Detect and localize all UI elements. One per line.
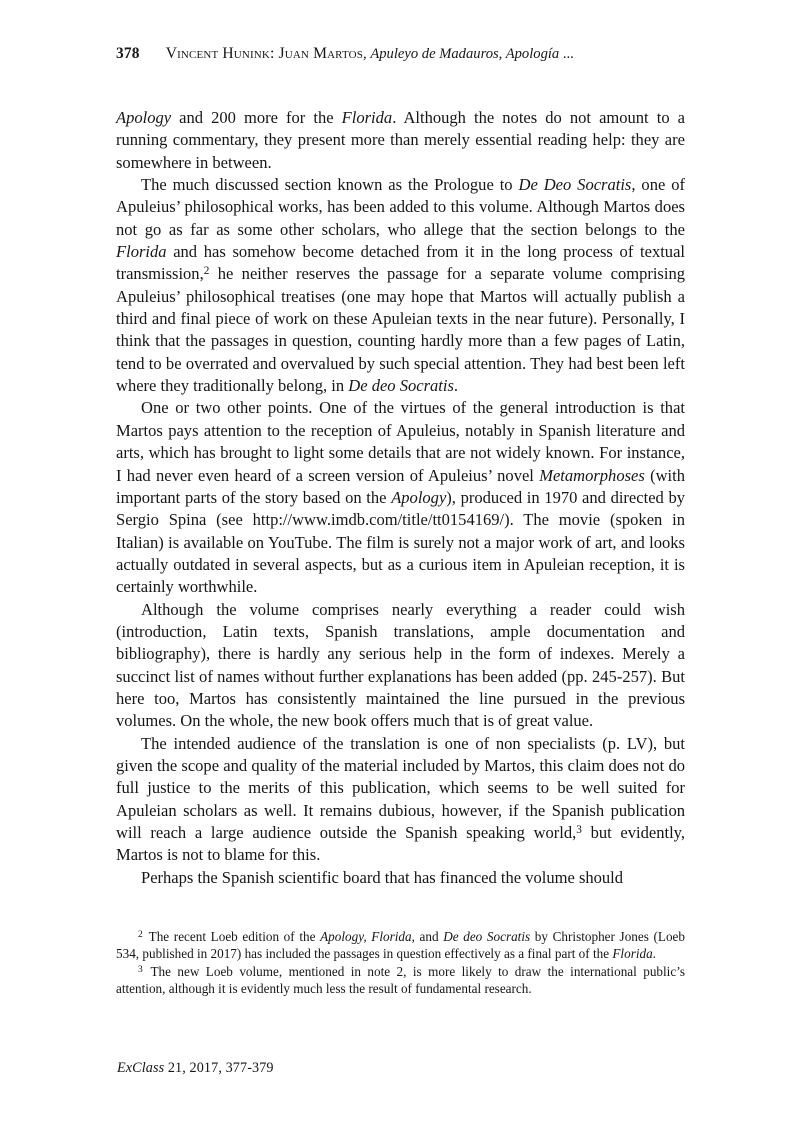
p5-text-b: but evidently, Martos is not to blame for this. bbox=[116, 823, 686, 865]
footnote-2-title-florida: Florida bbox=[612, 946, 653, 962]
p3-text-a: One or two other points. One of the virtues of the general introduction is that Martos pays attention to the reception of Apuleius, notably in Spanish literature and arts, which has brought to light some details that are not widely known. For instance, I had never even heard of a screen version of Apuleius’ novel bbox=[116, 398, 685, 485]
footnotes-block bbox=[116, 928, 685, 997]
p3-title-metamorphoses: Metamorphoses bbox=[539, 465, 645, 485]
footnote-2-text-b: , and bbox=[411, 929, 444, 944]
header-book-author: Juan Martos bbox=[278, 45, 364, 62]
footnote-2-marker: 2 bbox=[138, 930, 143, 941]
paragraph-1 bbox=[116, 107, 685, 174]
p2-title-de-deo-socratis: De Deo Socratis, bbox=[518, 175, 636, 195]
footnote-3-marker: 3 bbox=[138, 964, 143, 975]
p1-text-b: . Although the notes do not amount to a running commentary, they present more than merely essential reading help: they are somewhere in between. bbox=[116, 108, 686, 172]
p1-title-florida: Florida bbox=[341, 108, 393, 127]
header-review-author: Vincent Hunink bbox=[165, 45, 270, 62]
header-ellipsis: ... bbox=[559, 46, 574, 62]
p2-text-e: . bbox=[453, 376, 459, 396]
header-book-title: Apuleyo de Madauros, Apología bbox=[370, 46, 560, 62]
footnote-2-text-d: . bbox=[652, 946, 656, 962]
body-text-column bbox=[116, 107, 685, 889]
footnote-2-text-c: by Christopher Jones (Loeb 534, published in 2017) has included the passages in question effectively as a final part of the bbox=[116, 929, 685, 962]
journal-citation-footer bbox=[117, 1060, 274, 1077]
footnote-2 bbox=[116, 928, 685, 963]
p3-text-c: ), produced in 1970 and directed by Sergio Spina (see http://www.imdb.com/title/tt0154169/). The movie (spoken in Italian) is available on YouTube. The film is surely not a major work of art, and looks actually outdated in several aspects, but as a curious item in Apuleian reception, it is certainly worthwhile. bbox=[116, 487, 686, 597]
p2-title-florida: Florida bbox=[116, 242, 167, 262]
footnote-2-text-a: The recent Loeb edition of the bbox=[144, 929, 321, 944]
journal-name: ExClass bbox=[117, 1060, 165, 1076]
p4-text: Although the volume comprises nearly everything a reader could wish (introduction, Latin texts, Spanish translations, ample documentation and bibliography), there is hardly any serious help in the form of indexes. Merely a succinct list of names without further explanations has been added (pp. 245-257). But here too, Martos has consistently maintained the line pursued in the previous volumes. On the whole, the new book offers much that is of great value. bbox=[116, 599, 685, 731]
paragraph-2 bbox=[116, 174, 685, 397]
paragraph-4 bbox=[116, 599, 685, 733]
footnote-reference-3[interactable]: 3 bbox=[576, 823, 582, 836]
p3-text-b: (with important parts of the story based on the bbox=[116, 465, 685, 507]
p1-title-apology: Apology bbox=[116, 108, 172, 127]
footnote-3 bbox=[116, 963, 685, 998]
page-folio-number: 378 bbox=[116, 45, 140, 62]
p6-text: Perhaps the Spanish scientific board that has financed the volume should bbox=[141, 867, 624, 887]
p2-text-d: he neither reserves the passage for a separate volume comprising Apuleius’ philosophical treatises (one may hope that Martos will actually publish a third and final piece of work on these Apuleian texts in the near future). Personally, I think that the passages in question, counting hardly more than a few pages of Latin, tend to be overrated and overvalued by such special attention. They had best been left where they traditionally belong, in bbox=[116, 264, 685, 396]
footnote-3-text: The new Loeb volume, mentioned in note 2, is more likely to draw the international public’s attention, although it is evidently much less the result of fundamental research. bbox=[116, 963, 685, 996]
running-head bbox=[116, 44, 684, 63]
p2-text-a: The much discussed section known as the Prologue to bbox=[141, 175, 519, 195]
p5-text-a: The intended audience of the translation is one of non specialists (p. LV), but given the scope and quality of the material included by Martos, this claim does not do full justice to the merits of this publication, which seems to be well suited for Apuleian scholars as well. It remains dubious, however, if the Spanish publication will reach a large audience outside the Spanish speaking world, bbox=[116, 733, 685, 842]
paragraph-3 bbox=[116, 397, 685, 598]
p1-text-a: and 200 more for the bbox=[171, 108, 342, 127]
p2-title-de-deo-socratis-2: De deo Socratis bbox=[348, 376, 454, 396]
footnote-2-title-de-deo-socratis: De deo Socratis bbox=[443, 929, 531, 944]
footnote-2-title-apology-florida: Apology, Florida bbox=[320, 929, 412, 944]
p2-text-c: and has somehow become detached from it in the long process of textual transmission, bbox=[116, 242, 685, 284]
header-colon: : bbox=[269, 45, 279, 62]
header-comma: , bbox=[363, 46, 371, 62]
paragraph-6 bbox=[116, 867, 685, 889]
p3-title-apology: Apology bbox=[391, 487, 447, 507]
footnote-reference-2[interactable]: 2 bbox=[203, 265, 210, 278]
journal-volume-pages: 21, 2017, 377-379 bbox=[164, 1060, 274, 1076]
paragraph-5 bbox=[116, 733, 685, 867]
p2-text-b: one of Apuleius’ philosophical works, has been added to this volume. Although Martos does not go as far as some other scholars, who allege that the section belongs to the bbox=[116, 175, 685, 239]
